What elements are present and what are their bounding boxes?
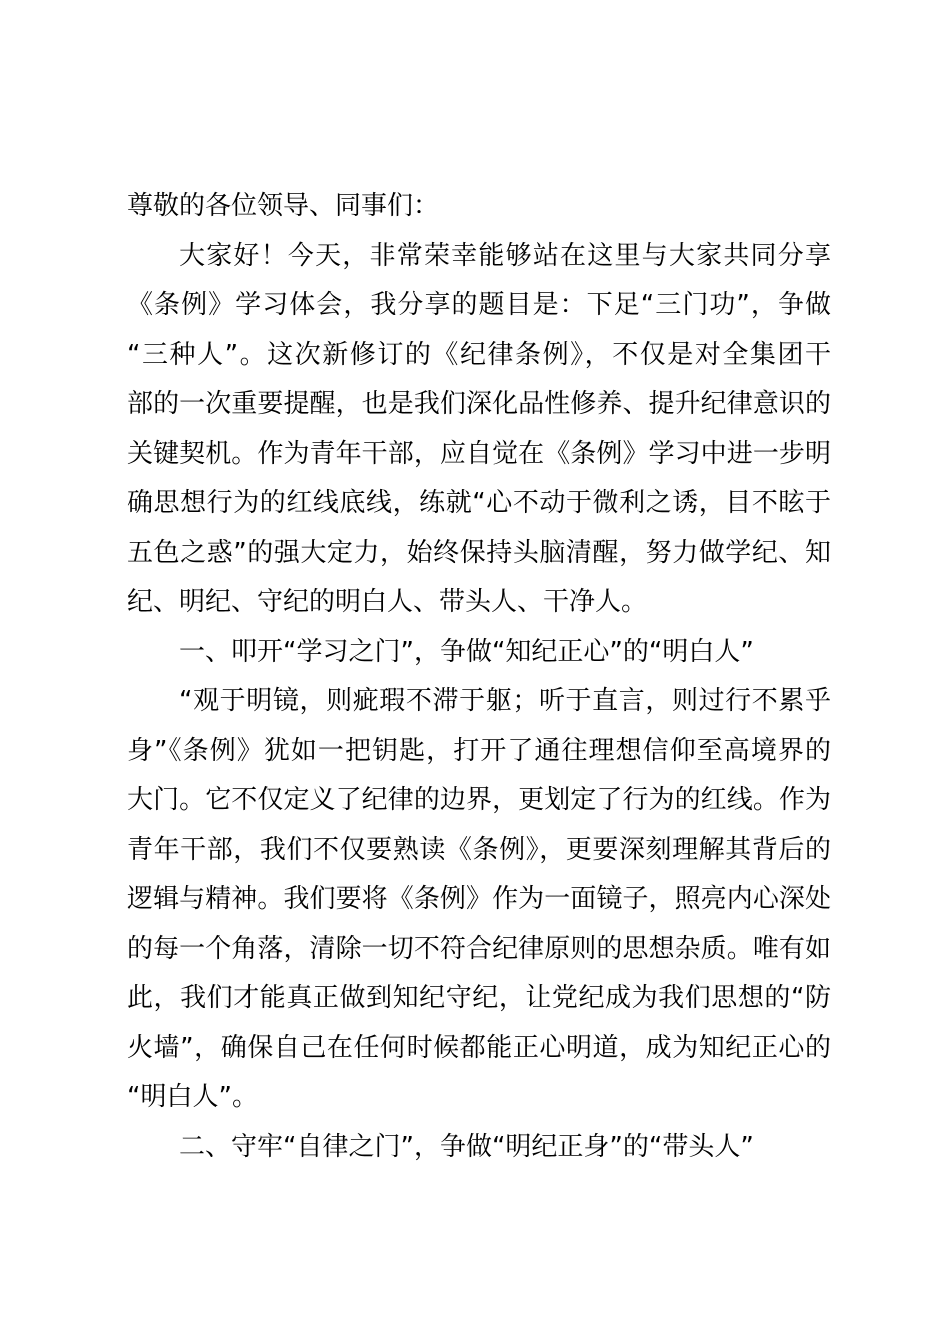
paragraph-line: 确思想行为的红线底线，练就“心不动于微利之诱，目不眩于 bbox=[127, 488, 831, 518]
paragraph-line: 此，我们才能真正做到知纪守纪，让党纪成为我们思想的“防 bbox=[127, 983, 831, 1013]
paragraph-line: 身”《条例》犹如一把钥匙，打开了通往理想信仰至高境界的 bbox=[127, 735, 831, 766]
paragraph-line: 五色之惑”的强大定力，始终保持头脑清醒，努力做学纪、知 bbox=[127, 537, 831, 568]
paragraph-line: 青年干部，我们不仅要熟读《条例》，更要深刻理解其背后的 bbox=[127, 834, 831, 865]
paragraph-line: 逻辑与精神。我们要将《条例》作为一面镜子，照亮内心深处 bbox=[127, 884, 831, 914]
paragraph-line: 部的一次重要提醒，也是我们深化品性修养、提升纪律意识的 bbox=[127, 389, 831, 419]
paragraph-line: 大家好！今天，非常荣幸能够站在这里与大家共同分享 bbox=[179, 240, 831, 271]
paragraph-line: 《条例》学习体会，我分享的题目是：下足“三门功”，争做 bbox=[127, 290, 831, 320]
paragraph-line: 大门。它不仅定义了纪律的边界，更划定了行为的红线。作为 bbox=[127, 785, 831, 815]
document-body bbox=[127, 182, 831, 1172]
paragraph-line: 纪、明纪、守纪的明白人、带头人、干净人。 bbox=[127, 587, 648, 617]
paragraph-line: “明白人”。 bbox=[127, 1082, 258, 1112]
paragraph-line: “观于明镜，则疵瑕不滞于躯；听于直言，则过行不累乎 bbox=[179, 686, 831, 716]
paragraph-line: 的每一个角落，清除一切不符合纪律原则的思想杂质。唯有如 bbox=[127, 933, 831, 964]
paragraph-section-1 bbox=[127, 677, 831, 1123]
salutation: 尊敬的各位领导、同事们： bbox=[127, 191, 440, 221]
paragraph-line: “三种人”。这次新修订的《纪律条例》，不仅是对全集团干 bbox=[127, 339, 831, 370]
paragraph-line: 关键契机。作为青年干部，应自觉在《条例》学习中进一步明 bbox=[127, 438, 831, 469]
paragraph-intro bbox=[127, 232, 831, 628]
section-heading-2: 二、守牢“自律之门”，争做“明纪正身”的“带头人” bbox=[179, 1131, 754, 1162]
paragraph-line: 火墙”，确保自己在任何时候都能正心明道，成为知纪正心的 bbox=[127, 1032, 831, 1063]
section-heading-1: 一、叩开“学习之门”，争做“知纪正心”的“明白人” bbox=[179, 636, 754, 667]
